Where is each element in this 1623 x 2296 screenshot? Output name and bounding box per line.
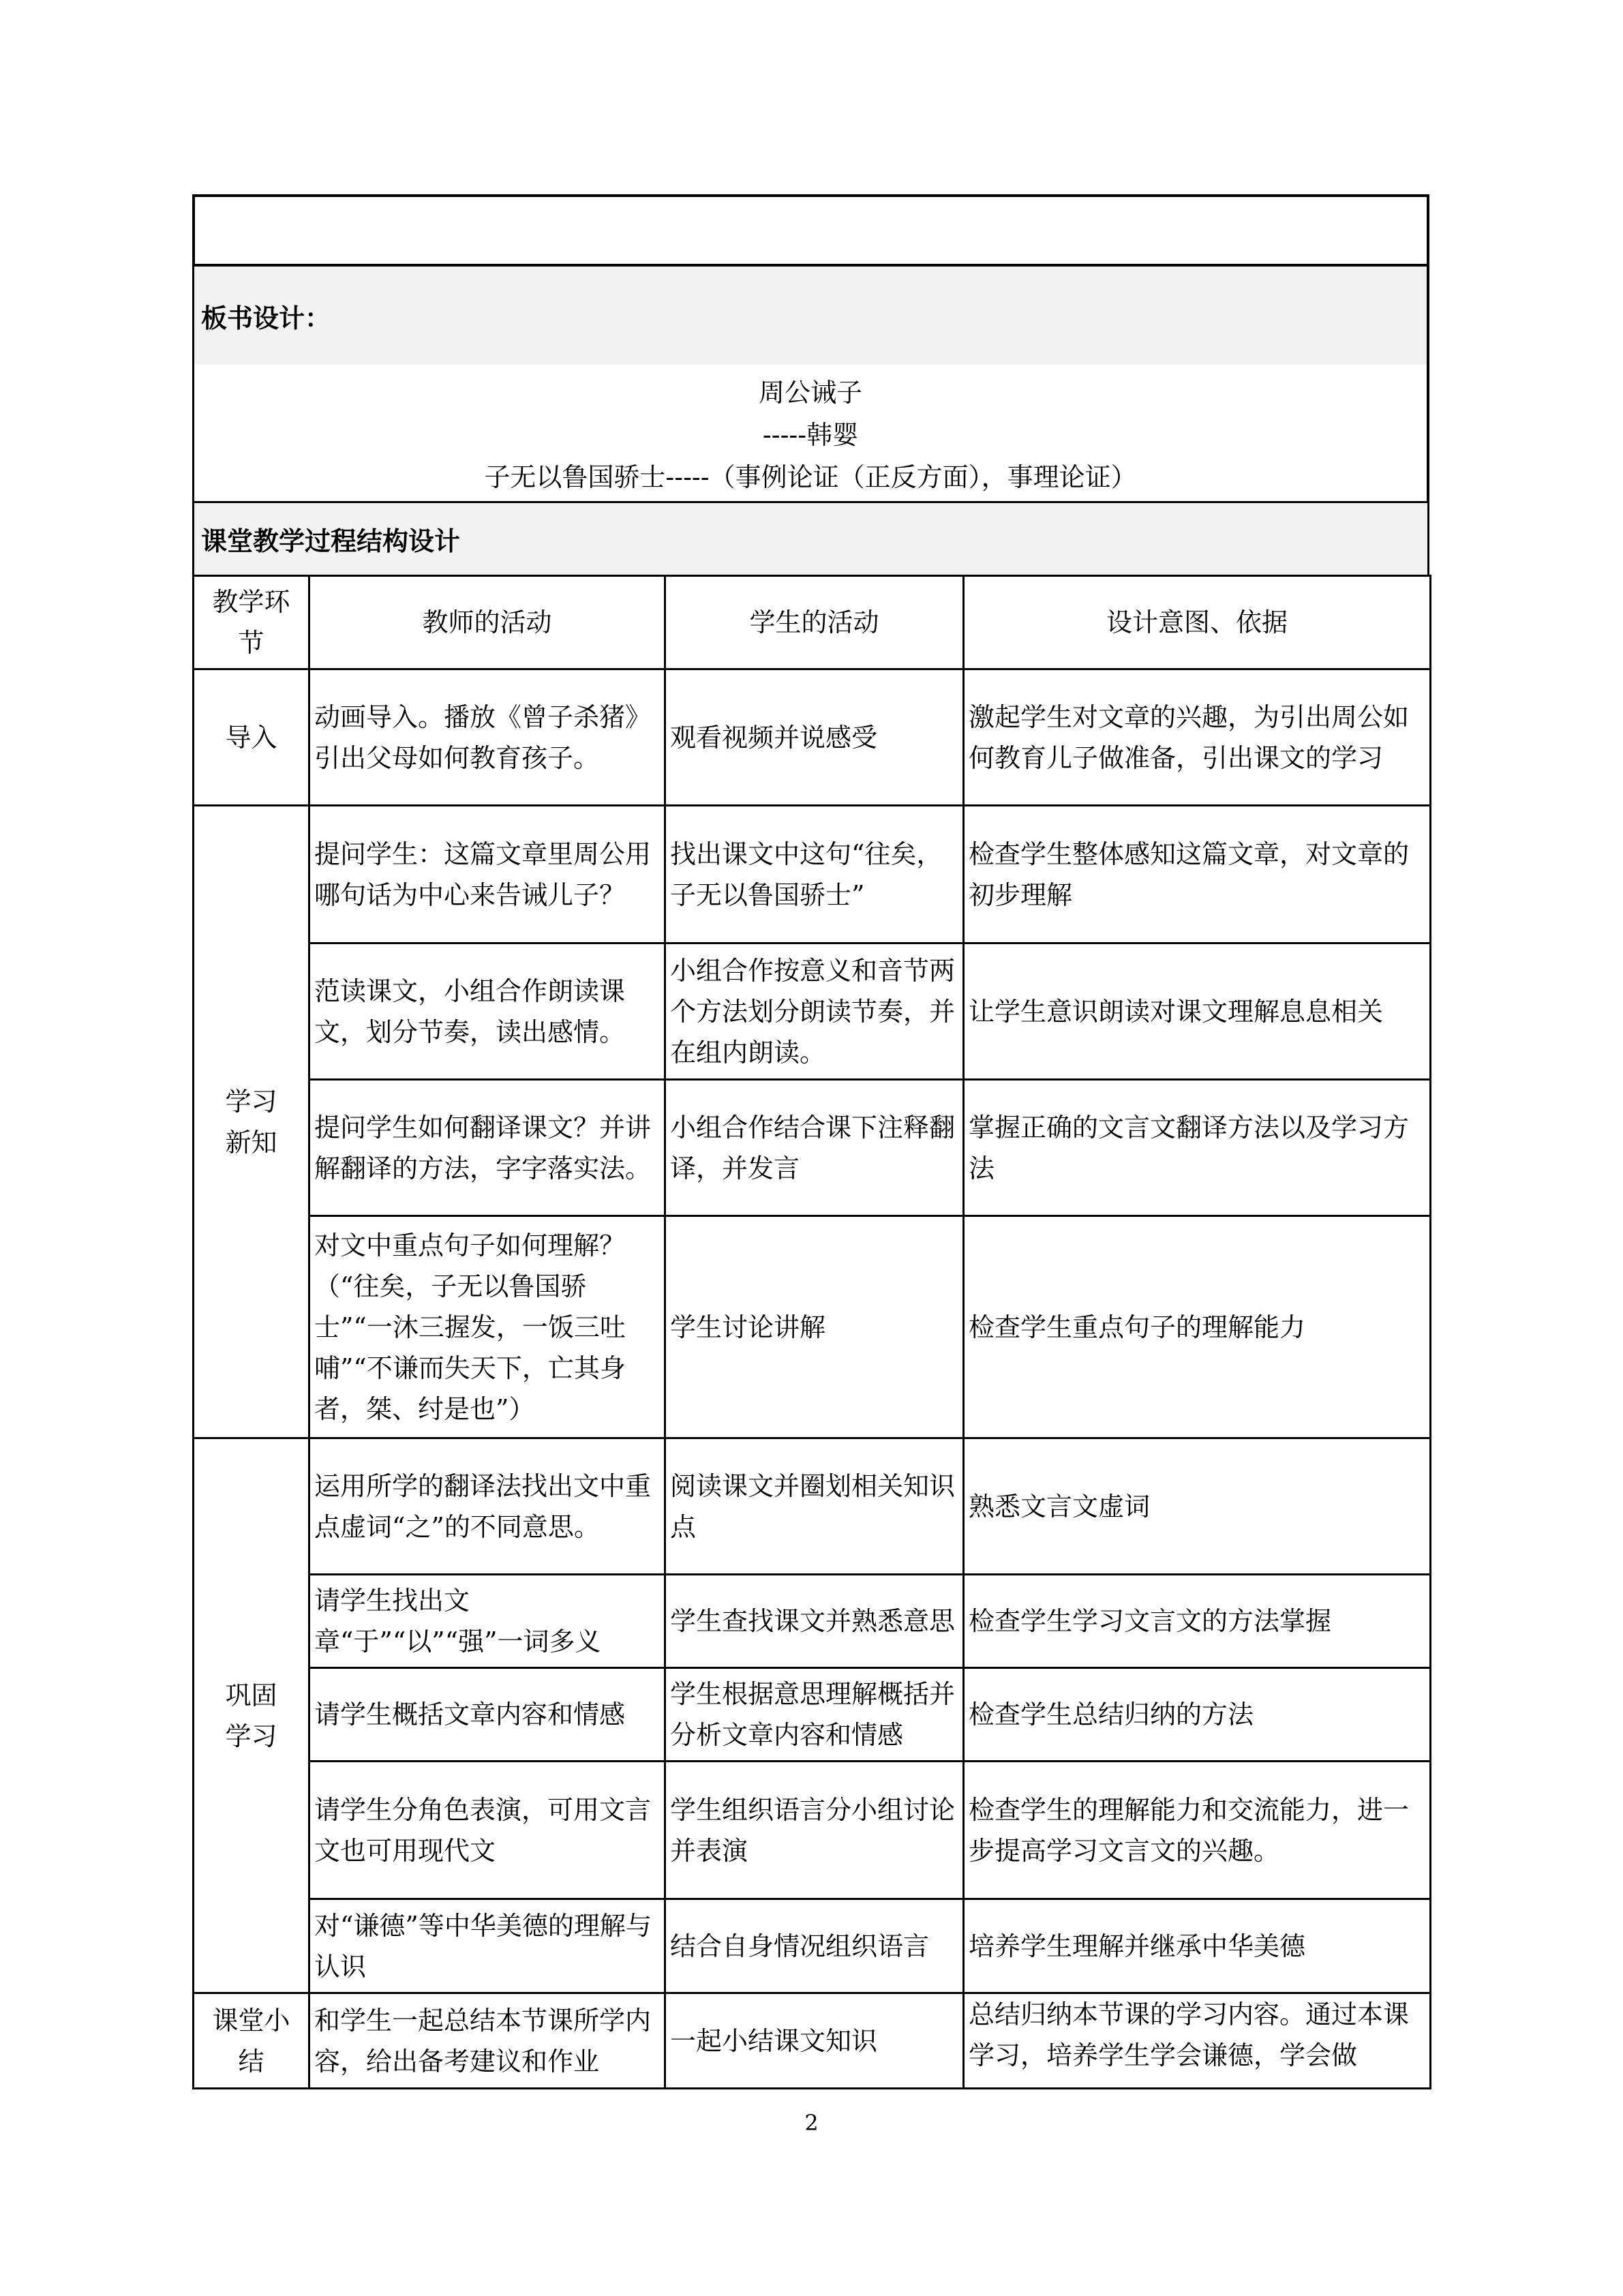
table-row (194, 1216, 1431, 1438)
teacher-activity-cell: 动画导入。播放《曾子杀猪》 引出父母如何教育孩子。 (309, 669, 665, 806)
teacher-activity-cell: 范读课文，小组合作朗读课文，划分节奏，读出感情。 (309, 943, 665, 1080)
teacher-activity-cell: 请学生分角色表演，可用文言文也可用现代文 (309, 1762, 665, 1899)
design-intent-cell: 激起学生对文章的兴趣，为引出周公如何教育儿子做准备，引出课文的学习 (964, 669, 1431, 806)
table-row (194, 1993, 1431, 2089)
table-row (194, 1762, 1431, 1899)
teacher-activity-cell: 请学生找出文章“于”“以”“强”一词多义 (309, 1575, 665, 1668)
table-row (194, 1575, 1431, 1668)
table-row (194, 669, 1431, 806)
stage-cell-new-knowledge: 学习新知 (194, 806, 309, 1438)
board-line-title: 周公诫子 (758, 378, 862, 408)
table-row (194, 1080, 1431, 1216)
table-row (194, 806, 1431, 943)
process-design-header (192, 501, 1429, 575)
board-line-argument: 子无以鲁国骄士-----（事例论证（正反方面），事理论证） (484, 462, 1137, 492)
stage-cell-consolidation: 巩固学习 (194, 1438, 309, 1993)
student-activity-cell: 学生根据意思理解概括并分析文章内容和情感 (665, 1668, 964, 1762)
board-design-header (192, 267, 1429, 365)
design-intent-cell: 检查学生重点句子的理解能力 (964, 1216, 1431, 1438)
teacher-activity-cell: 对文中重点句子如何理解？（“往矣，子无以鲁国骄士”“一沐三握发，一饭三吐哺”“不谦而失天下，亡其身者，桀、纣是也”） (309, 1216, 665, 1438)
student-activity-cell: 小组合作按意义和音节两个方法划分朗读节奏，并在组内朗读。 (665, 943, 964, 1080)
process-table (192, 575, 1431, 2089)
teacher-activity-cell: 运用所学的翻译法找出文中重点虚词“之”的不同意思。 (309, 1438, 665, 1575)
column-header-stage: 教学环节 (194, 576, 309, 669)
student-activity-cell: 一起小结课文知识 (665, 1993, 964, 2089)
design-intent-cell: 总结归纳本节课的学习内容。通过本课学习，培养学生学会谦德，学会做 (964, 1993, 1431, 2089)
page-number: 2 (804, 2110, 819, 2136)
student-activity-cell: 学生组织语言分小组讨论并表演 (665, 1762, 964, 1899)
design-intent-cell: 熟悉文言文虚词 (964, 1438, 1431, 1575)
stage-cell-summary: 课堂小结 (194, 1993, 309, 2089)
design-intent-cell: 让学生意识朗读对课文理解息息相关 (964, 943, 1431, 1080)
student-activity-cell: 学生讨论讲解 (665, 1216, 964, 1438)
student-activity-cell: 观看视频并说感受 (665, 669, 964, 806)
column-header-intent: 设计意图、依据 (964, 576, 1431, 669)
table-header-row (194, 576, 1431, 669)
teacher-activity-cell: 提问学生如何翻译课文？并讲解翻译的方法，字字落实法。 (309, 1080, 665, 1216)
column-header-teacher: 教师的活动 (309, 576, 665, 669)
table-row (194, 1438, 1431, 1575)
design-intent-cell: 检查学生总结归纳的方法 (964, 1668, 1431, 1762)
empty-top-row (192, 194, 1429, 267)
design-intent-cell: 掌握正确的文言文翻译方法以及学习方法 (964, 1080, 1431, 1216)
document-page (192, 194, 1429, 2089)
teacher-activity-cell: 对“谦德”等中华美德的理解与认识 (309, 1899, 665, 1993)
student-activity-cell: 结合自身情况组织语言 (665, 1899, 964, 1993)
table-row (194, 1899, 1431, 1993)
teacher-activity-cell: 提问学生：这篇文章里周公用哪句话为中心来告诫儿子？ (309, 806, 665, 943)
student-activity-cell: 学生查找课文并熟悉意思 (665, 1575, 964, 1668)
board-line-author: -----韩婴 (762, 420, 859, 450)
student-activity-cell: 找出课文中这句“往矣，子无以鲁国骄士” (665, 806, 964, 943)
stage-cell-intro: 导入 (194, 669, 309, 806)
table-row (194, 1668, 1431, 1762)
column-header-student: 学生的活动 (665, 576, 964, 669)
design-intent-cell: 检查学生学习文言文的方法掌握 (964, 1575, 1431, 1668)
board-design-content (192, 365, 1429, 501)
student-activity-cell: 阅读课文并圈划相关知识点 (665, 1438, 964, 1575)
board-design-title: 板书设计： (201, 302, 331, 333)
design-intent-cell: 检查学生整体感知这篇文章，对文章的初步理解 (964, 806, 1431, 943)
teacher-activity-cell: 请学生概括文章内容和情感 (309, 1668, 665, 1762)
design-intent-cell: 培养学生理解并继承中华美德 (964, 1899, 1431, 1993)
process-design-title: 课堂教学过程结构设计 (201, 526, 461, 556)
student-activity-cell: 小组合作结合课下注释翻译，并发言 (665, 1080, 964, 1216)
teacher-activity-cell: 和学生一起总结本节课所学内容，给出备考建议和作业 (309, 1993, 665, 2089)
table-row (194, 943, 1431, 1080)
design-intent-cell: 检查学生的理解能力和交流能力，进一步提高学习文言文的兴趣。 (964, 1762, 1431, 1899)
